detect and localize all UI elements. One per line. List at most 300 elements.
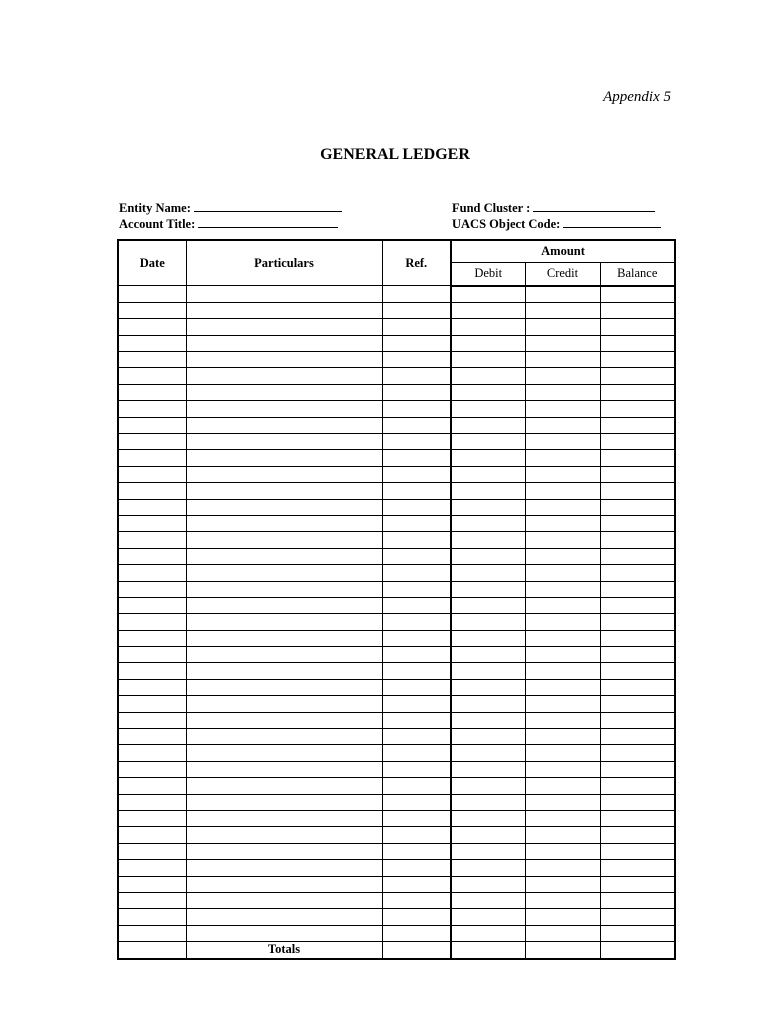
date-cell[interactable] (118, 499, 186, 515)
balance-cell[interactable] (600, 614, 675, 630)
balance-cell[interactable] (600, 909, 675, 925)
date-cell[interactable] (118, 909, 186, 925)
ref-cell[interactable] (382, 466, 451, 482)
entity-name-blank[interactable] (194, 199, 342, 212)
credit-cell[interactable] (525, 401, 600, 417)
debit-cell[interactable] (451, 860, 525, 876)
uacs-object-code-field (452, 215, 661, 232)
ref-cell[interactable] (382, 843, 451, 859)
particulars-cell[interactable] (186, 876, 382, 892)
debit-cell[interactable] (451, 630, 525, 646)
credit-cell[interactable] (525, 794, 600, 810)
table-row (118, 335, 675, 351)
ref-cell[interactable] (382, 630, 451, 646)
ref-cell[interactable] (382, 663, 451, 679)
particulars-cell[interactable] (186, 614, 382, 630)
balance-cell[interactable] (600, 450, 675, 466)
date-cell[interactable] (118, 532, 186, 548)
debit-cell[interactable] (451, 892, 525, 908)
date-cell[interactable] (118, 450, 186, 466)
ref-cell[interactable] (382, 286, 451, 303)
balance-cell[interactable] (600, 417, 675, 433)
credit-cell[interactable] (525, 876, 600, 892)
particulars-cell[interactable] (186, 450, 382, 466)
debit-cell[interactable] (451, 843, 525, 859)
balance-cell[interactable] (600, 565, 675, 581)
date-cell[interactable] (118, 368, 186, 384)
balance-cell[interactable] (600, 384, 675, 400)
balance-cell[interactable] (600, 647, 675, 663)
ref-cell[interactable] (382, 860, 451, 876)
balance-cell[interactable] (600, 532, 675, 548)
table-row (118, 565, 675, 581)
debit-cell[interactable] (451, 811, 525, 827)
table-row (118, 663, 675, 679)
credit-cell[interactable] (525, 417, 600, 433)
date-cell[interactable] (118, 925, 186, 941)
credit-cell[interactable] (525, 679, 600, 695)
credit-cell[interactable] (525, 499, 600, 515)
particulars-cell[interactable] (186, 434, 382, 450)
ref-cell[interactable] (382, 302, 451, 318)
date-cell[interactable] (118, 794, 186, 810)
date-header: Date (118, 240, 186, 286)
date-cell[interactable] (118, 679, 186, 695)
balance-cell[interactable] (600, 761, 675, 777)
ref-cell[interactable] (382, 597, 451, 613)
date-cell[interactable] (118, 761, 186, 777)
balance-cell[interactable] (600, 729, 675, 745)
date-cell[interactable] (118, 384, 186, 400)
date-cell[interactable] (118, 876, 186, 892)
ref-cell[interactable] (382, 499, 451, 515)
particulars-cell[interactable] (186, 515, 382, 531)
credit-cell[interactable] (525, 696, 600, 712)
balance-cell[interactable] (600, 794, 675, 810)
ref-cell[interactable] (382, 417, 451, 433)
credit-cell[interactable] (525, 909, 600, 925)
totals-label: Totals (186, 942, 382, 960)
particulars-cell[interactable] (186, 532, 382, 548)
date-cell[interactable] (118, 892, 186, 908)
date-cell[interactable] (118, 483, 186, 499)
credit-cell[interactable] (525, 548, 600, 564)
ref-cell[interactable] (382, 614, 451, 630)
totals-debit-cell[interactable] (451, 942, 525, 960)
particulars-cell[interactable] (186, 302, 382, 318)
particulars-cell[interactable] (186, 647, 382, 663)
balance-cell[interactable] (600, 515, 675, 531)
particulars-cell[interactable] (186, 597, 382, 613)
balance-cell[interactable] (600, 401, 675, 417)
debit-cell[interactable] (451, 761, 525, 777)
credit-cell[interactable] (525, 532, 600, 548)
particulars-header: Particulars (186, 240, 382, 286)
debit-cell[interactable] (451, 319, 525, 335)
debit-cell[interactable] (451, 368, 525, 384)
table-row (118, 319, 675, 335)
balance-cell[interactable] (600, 319, 675, 335)
debit-cell[interactable] (451, 352, 525, 368)
particulars-cell[interactable] (186, 483, 382, 499)
totals-ref-cell (382, 942, 451, 960)
particulars-cell[interactable] (186, 892, 382, 908)
debit-cell[interactable] (451, 745, 525, 761)
credit-cell[interactable] (525, 466, 600, 482)
credit-cell[interactable] (525, 712, 600, 728)
credit-cell[interactable] (525, 827, 600, 843)
credit-cell[interactable] (525, 565, 600, 581)
uacs-object-code-blank[interactable] (563, 215, 661, 228)
balance-cell[interactable] (600, 548, 675, 564)
table-row (118, 352, 675, 368)
balance-cell[interactable] (600, 434, 675, 450)
particulars-cell[interactable] (186, 778, 382, 794)
date-cell[interactable] (118, 860, 186, 876)
date-cell[interactable] (118, 302, 186, 318)
debit-cell[interactable] (451, 515, 525, 531)
fund-cluster-label: Fund Cluster : (452, 201, 531, 215)
table-row (118, 679, 675, 695)
ref-cell[interactable] (382, 384, 451, 400)
table-row (118, 499, 675, 515)
ref-cell[interactable] (382, 827, 451, 843)
balance-cell[interactable] (600, 597, 675, 613)
date-cell[interactable] (118, 581, 186, 597)
debit-cell[interactable] (451, 466, 525, 482)
date-cell[interactable] (118, 614, 186, 630)
ref-cell[interactable] (382, 565, 451, 581)
table-row (118, 302, 675, 318)
particulars-cell[interactable] (186, 548, 382, 564)
account-title-field (119, 215, 338, 232)
particulars-cell[interactable] (186, 811, 382, 827)
particulars-cell[interactable] (186, 417, 382, 433)
credit-header: Credit (525, 263, 600, 286)
debit-cell[interactable] (451, 909, 525, 925)
balance-cell[interactable] (600, 302, 675, 318)
balance-cell[interactable] (600, 811, 675, 827)
ref-cell[interactable] (382, 368, 451, 384)
particulars-cell[interactable] (186, 663, 382, 679)
particulars-cell[interactable] (186, 581, 382, 597)
debit-cell[interactable] (451, 614, 525, 630)
date-cell[interactable] (118, 352, 186, 368)
ref-cell[interactable] (382, 745, 451, 761)
credit-cell[interactable] (525, 515, 600, 531)
credit-cell[interactable] (525, 302, 600, 318)
particulars-cell[interactable] (186, 384, 382, 400)
balance-cell[interactable] (600, 745, 675, 761)
balance-cell[interactable] (600, 352, 675, 368)
page-title: GENERAL LEDGER (320, 146, 470, 163)
table-row (118, 401, 675, 417)
fund-cluster-blank[interactable] (533, 199, 655, 212)
ref-cell[interactable] (382, 778, 451, 794)
table-row (118, 368, 675, 384)
debit-cell[interactable] (451, 450, 525, 466)
credit-cell[interactable] (525, 860, 600, 876)
balance-cell[interactable] (600, 679, 675, 695)
table-row (118, 450, 675, 466)
account-title-label: Account Title: (119, 217, 196, 231)
debit-cell[interactable] (451, 548, 525, 564)
table-row (118, 466, 675, 482)
entity-name-field (119, 199, 342, 216)
amount-header: Amount (451, 240, 675, 263)
debit-cell[interactable] (451, 401, 525, 417)
particulars-cell[interactable] (186, 794, 382, 810)
debit-cell[interactable] (451, 565, 525, 581)
particulars-cell[interactable] (186, 630, 382, 646)
credit-cell[interactable] (525, 597, 600, 613)
ref-cell[interactable] (382, 712, 451, 728)
date-cell[interactable] (118, 466, 186, 482)
ref-cell[interactable] (382, 352, 451, 368)
credit-cell[interactable] (525, 663, 600, 679)
balance-cell[interactable] (600, 892, 675, 908)
particulars-cell[interactable] (186, 466, 382, 482)
fund-cluster-field (452, 199, 655, 216)
date-cell[interactable] (118, 335, 186, 351)
balance-cell[interactable] (600, 335, 675, 351)
date-cell[interactable] (118, 565, 186, 581)
date-cell[interactable] (118, 515, 186, 531)
particulars-cell[interactable] (186, 679, 382, 695)
totals-credit-cell[interactable] (525, 942, 600, 960)
table-row (118, 811, 675, 827)
debit-cell[interactable] (451, 794, 525, 810)
table-row (118, 532, 675, 548)
ref-cell[interactable] (382, 729, 451, 745)
balance-cell[interactable] (600, 368, 675, 384)
balance-cell[interactable] (600, 876, 675, 892)
particulars-cell[interactable] (186, 827, 382, 843)
balance-cell[interactable] (600, 581, 675, 597)
balance-cell[interactable] (600, 286, 675, 303)
table-row (118, 860, 675, 876)
particulars-cell[interactable] (186, 286, 382, 303)
particulars-cell[interactable] (186, 761, 382, 777)
date-cell[interactable] (118, 548, 186, 564)
debit-cell[interactable] (451, 679, 525, 695)
ref-cell[interactable] (382, 548, 451, 564)
date-cell[interactable] (118, 712, 186, 728)
particulars-cell[interactable] (186, 729, 382, 745)
table-row (118, 778, 675, 794)
balance-cell[interactable] (600, 925, 675, 941)
debit-cell[interactable] (451, 876, 525, 892)
debit-cell[interactable] (451, 778, 525, 794)
date-cell[interactable] (118, 663, 186, 679)
table-row (118, 483, 675, 499)
debit-cell[interactable] (451, 827, 525, 843)
ref-header: Ref. (382, 240, 451, 286)
particulars-cell[interactable] (186, 712, 382, 728)
credit-cell[interactable] (525, 434, 600, 450)
table-row (118, 647, 675, 663)
table-row (118, 876, 675, 892)
debit-cell[interactable] (451, 663, 525, 679)
table-row (118, 581, 675, 597)
table-row (118, 925, 675, 941)
date-cell[interactable] (118, 696, 186, 712)
date-cell[interactable] (118, 811, 186, 827)
ref-cell[interactable] (382, 450, 451, 466)
particulars-cell[interactable] (186, 565, 382, 581)
balance-cell[interactable] (600, 466, 675, 482)
date-cell[interactable] (118, 647, 186, 663)
balance-cell[interactable] (600, 499, 675, 515)
table-row (118, 794, 675, 810)
ref-cell[interactable] (382, 319, 451, 335)
balance-cell[interactable] (600, 630, 675, 646)
credit-cell[interactable] (525, 368, 600, 384)
debit-cell[interactable] (451, 597, 525, 613)
ref-cell[interactable] (382, 925, 451, 941)
credit-cell[interactable] (525, 335, 600, 351)
ref-cell[interactable] (382, 679, 451, 695)
credit-cell[interactable] (525, 729, 600, 745)
date-cell[interactable] (118, 827, 186, 843)
credit-cell[interactable] (525, 745, 600, 761)
ledger-body (118, 286, 675, 942)
credit-cell[interactable] (525, 319, 600, 335)
particulars-cell[interactable] (186, 925, 382, 941)
date-cell[interactable] (118, 597, 186, 613)
table-row (118, 843, 675, 859)
ref-cell[interactable] (382, 761, 451, 777)
credit-cell[interactable] (525, 892, 600, 908)
particulars-cell[interactable] (186, 909, 382, 925)
balance-cell[interactable] (600, 860, 675, 876)
particulars-cell[interactable] (186, 319, 382, 335)
particulars-cell[interactable] (186, 843, 382, 859)
particulars-cell[interactable] (186, 860, 382, 876)
table-row (118, 761, 675, 777)
table-row (118, 614, 675, 630)
date-cell[interactable] (118, 401, 186, 417)
ref-cell[interactable] (382, 532, 451, 548)
ref-cell[interactable] (382, 647, 451, 663)
credit-cell[interactable] (525, 647, 600, 663)
ref-cell[interactable] (382, 811, 451, 827)
debit-cell[interactable] (451, 302, 525, 318)
credit-cell[interactable] (525, 450, 600, 466)
balance-cell[interactable] (600, 778, 675, 794)
debit-cell[interactable] (451, 532, 525, 548)
debit-header: Debit (451, 263, 525, 286)
particulars-cell[interactable] (186, 368, 382, 384)
date-cell[interactable] (118, 417, 186, 433)
credit-cell[interactable] (525, 843, 600, 859)
balance-cell[interactable] (600, 712, 675, 728)
debit-cell[interactable] (451, 335, 525, 351)
date-cell[interactable] (118, 778, 186, 794)
particulars-cell[interactable] (186, 335, 382, 351)
debit-cell[interactable] (451, 384, 525, 400)
date-cell[interactable] (118, 729, 186, 745)
debit-cell[interactable] (451, 499, 525, 515)
balance-cell[interactable] (600, 696, 675, 712)
particulars-cell[interactable] (186, 401, 382, 417)
date-cell[interactable] (118, 630, 186, 646)
credit-cell[interactable] (525, 811, 600, 827)
ref-cell[interactable] (382, 515, 451, 531)
ref-cell[interactable] (382, 892, 451, 908)
debit-cell[interactable] (451, 647, 525, 663)
credit-cell[interactable] (525, 778, 600, 794)
particulars-cell[interactable] (186, 696, 382, 712)
totals-balance-cell[interactable] (600, 942, 675, 960)
ref-cell[interactable] (382, 483, 451, 499)
ref-cell[interactable] (382, 696, 451, 712)
ref-cell[interactable] (382, 876, 451, 892)
ref-cell[interactable] (382, 434, 451, 450)
credit-cell[interactable] (525, 286, 600, 303)
balance-cell[interactable] (600, 663, 675, 679)
table-row (118, 515, 675, 531)
totals-date-cell (118, 942, 186, 960)
ref-cell[interactable] (382, 794, 451, 810)
particulars-cell[interactable] (186, 352, 382, 368)
credit-cell[interactable] (525, 630, 600, 646)
table-row (118, 384, 675, 400)
date-cell[interactable] (118, 745, 186, 761)
debit-cell[interactable] (451, 696, 525, 712)
debit-cell[interactable] (451, 483, 525, 499)
ref-cell[interactable] (382, 909, 451, 925)
balance-cell[interactable] (600, 843, 675, 859)
debit-cell[interactable] (451, 417, 525, 433)
table-row (118, 712, 675, 728)
ref-cell[interactable] (382, 335, 451, 351)
table-row (118, 745, 675, 761)
ref-cell[interactable] (382, 581, 451, 597)
ref-cell[interactable] (382, 401, 451, 417)
debit-cell[interactable] (451, 286, 525, 303)
table-row (118, 597, 675, 613)
credit-cell[interactable] (525, 483, 600, 499)
balance-cell[interactable] (600, 827, 675, 843)
debit-cell[interactable] (451, 729, 525, 745)
table-row (118, 909, 675, 925)
ledger-table (117, 239, 676, 960)
table-row (118, 827, 675, 843)
balance-cell[interactable] (600, 483, 675, 499)
table-row (118, 630, 675, 646)
credit-cell[interactable] (525, 614, 600, 630)
credit-cell[interactable] (525, 384, 600, 400)
date-cell[interactable] (118, 434, 186, 450)
particulars-cell[interactable] (186, 499, 382, 515)
credit-cell[interactable] (525, 925, 600, 941)
debit-cell[interactable] (451, 434, 525, 450)
table-row (118, 286, 675, 303)
debit-cell[interactable] (451, 712, 525, 728)
debit-cell[interactable] (451, 581, 525, 597)
date-cell[interactable] (118, 843, 186, 859)
credit-cell[interactable] (525, 352, 600, 368)
totals-row (118, 942, 675, 960)
particulars-cell[interactable] (186, 745, 382, 761)
date-cell[interactable] (118, 319, 186, 335)
account-title-blank[interactable] (198, 215, 338, 228)
credit-cell[interactable] (525, 581, 600, 597)
debit-cell[interactable] (451, 925, 525, 941)
date-cell[interactable] (118, 286, 186, 303)
credit-cell[interactable] (525, 761, 600, 777)
